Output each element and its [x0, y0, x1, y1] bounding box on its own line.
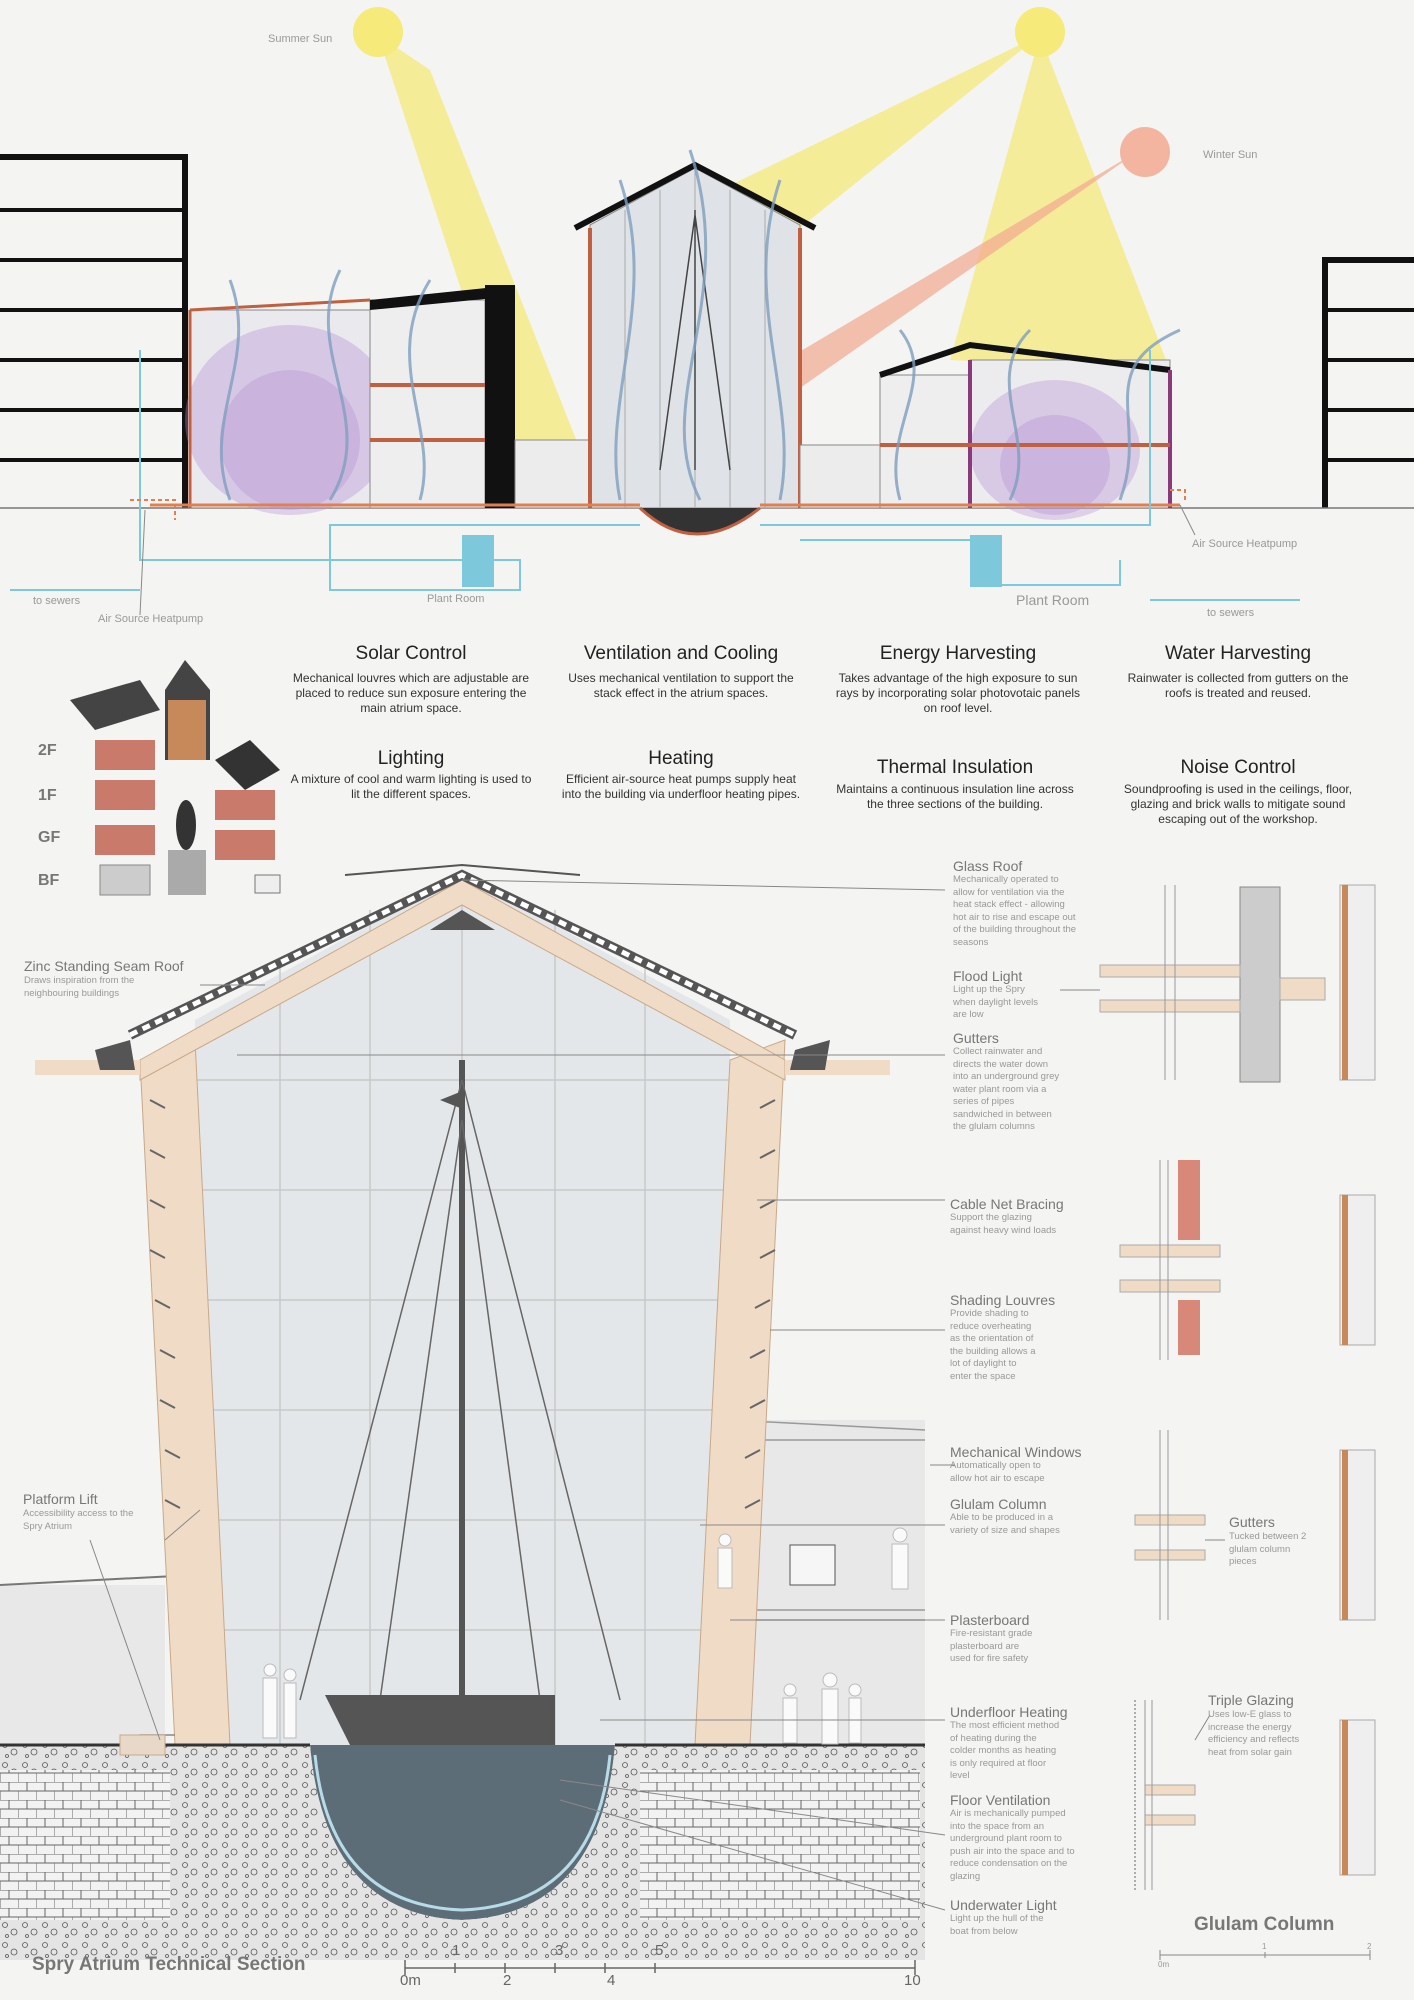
plant-tank-left — [462, 535, 494, 587]
callout-title-glass-roof: Glass Roof — [953, 858, 1023, 874]
strategy-title-water: Water Harvesting — [1164, 643, 1312, 664]
strategy-text-solar-control: Mechanical louvres which are adjustable are placed to reduce sun exposure entering the main atrium space. — [292, 671, 530, 715]
scale-label-5: 5 — [655, 1942, 664, 1959]
summer-sun-left — [353, 7, 403, 57]
callout-title-platform-lift: Platform Lift — [23, 1491, 98, 1507]
callout-text-flood-light: Light up the Spry when daylight levels are low — [953, 984, 1039, 1020]
plant-room-left-label: Plant Room — [427, 593, 485, 605]
strategy-text-thermal: Maintains a continuous insulation line across the three sections of the building. — [836, 782, 1074, 811]
site-section — [0, 7, 1414, 615]
scale-label-3: 3 — [555, 1942, 564, 1959]
callout-text-mechanical-windows: Automatically open to allow hot air to escape — [950, 1460, 1045, 1484]
callout-title-floor-ventilation: Floor Ventilation — [950, 1792, 1051, 1808]
callout-title-shading-louvres: Shading Louvres — [950, 1292, 1056, 1308]
callout-title-underfloor-heating: Underfloor Heating — [950, 1704, 1068, 1720]
callout-text-cable-net: Support the glazing against heavy wind loads — [950, 1212, 1057, 1236]
neighbour-building-left — [0, 157, 185, 508]
callout-text-underwater-light: Light up the hull of the boat from below — [950, 1913, 1044, 1937]
callout-title-mechanical-windows: Mechanical Windows — [950, 1444, 1082, 1460]
scale-label-1: 1 — [452, 1942, 461, 1959]
heatpump-left-label: Air Source Heatpump — [98, 613, 204, 625]
summer-sun-label: Summer Sun — [268, 33, 333, 45]
heatpump-right-label: Air Source Heatpump — [1192, 538, 1298, 550]
scale-bar-detail — [1160, 1950, 1370, 1960]
strategy-text-ventilation: Uses mechanical ventilation to support the stack effect in the atrium spaces. — [568, 671, 794, 700]
to-sewers-right-label: to sewers — [1207, 607, 1255, 619]
callout-title-gutters: Gutters — [953, 1030, 999, 1046]
scale-label-10: 10 — [904, 1972, 921, 1989]
plant-tank-right — [970, 535, 1002, 587]
strategy-text-water: Rainwater is collected from gutters on the roofs is treated and reused. — [1127, 671, 1349, 700]
strategy-title-thermal: Thermal Insulation — [876, 757, 1034, 778]
strategy-title-solar-control: Solar Control — [355, 643, 467, 664]
scale-label-4: 4 — [607, 1972, 616, 1989]
callout-title-underwater-light: Underwater Light — [950, 1897, 1057, 1913]
detail-scale-0: 0m — [1158, 1960, 1170, 1969]
scale-label-2: 2 — [503, 1972, 512, 1989]
strategy-text-noise: Soundproofing is used in the ceilings, floor, glazing and brick walls to mitigate sound escaping out of the workshop. — [1123, 782, 1353, 826]
callout-text-platform-lift: Accessibility access to the Spry Atrium — [23, 1508, 134, 1532]
callout-title-plasterboard: Plasterboard — [950, 1612, 1030, 1628]
neighbour-building-right — [1325, 260, 1414, 508]
scale-unit: 0m — [400, 1972, 421, 1989]
strategy-title-ventilation: Ventilation and Cooling — [583, 643, 779, 664]
callout-title-cable-net: Cable Net Bracing — [950, 1196, 1064, 1212]
callout-title-zinc-roof: Zinc Standing Seam Roof — [24, 958, 184, 974]
strategy-text-heating: Efficient air-source heat pumps supply heat into the building via underfloor heating pipes. — [561, 772, 801, 801]
callout-title-glulam-column: Glulam Column — [950, 1496, 1047, 1512]
callout-text-underfloor-heating: The most efficient method of heating during the colder months as heating is only required at floor level — [950, 1720, 1060, 1781]
strategy-text-energy: Takes advantage of the high exposure to sun rays by incorporating solar photovotaic panels on roof level. — [835, 671, 1081, 715]
callout-text-glass-roof: Mechanically operated to allow for ventilation via the heat stack effect - allowing hot air to rise and escape out of the building throughout the seasons — [953, 874, 1077, 948]
callout-text-floor-ventilation: Air is mechanically pumped into the space from an underground plant room to push air into the space and to reduce condensation on the glazing — [950, 1808, 1075, 1882]
detail-scale-1: 1 — [1262, 1942, 1267, 1951]
callout-text-gutters: Collect rainwater and directs the water down into an underground grey water plant room via a series of pipes sandwiched in between the glulam columns — [953, 1046, 1060, 1132]
plant-room-right-label: Plant Room — [1016, 592, 1090, 608]
detail-text-triple-glazing: Uses low-E glass to increase the energy efficiency and reflects heat from solar gain — [1208, 1709, 1300, 1758]
scale-bar-main — [405, 1960, 915, 1975]
detail-title-triple-glazing: Triple Glazing — [1208, 1692, 1294, 1708]
strategy-title-energy: Energy Harvesting — [879, 643, 1037, 664]
strategy-title-heating: Heating — [648, 748, 714, 769]
strategy-title-noise: Noise Control — [1180, 757, 1296, 778]
detail-scale-2: 2 — [1367, 1942, 1372, 1951]
winter-sun-label: Winter Sun — [1203, 149, 1258, 161]
callout-text-zinc-roof: Draws inspiration from the neighbouring buildings — [24, 975, 135, 999]
callout-text-shading-louvres: Provide shading to reduce overheating as the orientation of the building allows a lot of daylight to enter the space — [950, 1308, 1036, 1382]
floor-label-2f: 2F — [38, 742, 57, 759]
callout-text-plasterboard: Fire-resistant grade plasterboard are used for fire safety — [950, 1628, 1033, 1664]
right-building — [800, 345, 1170, 520]
winter-sun — [1120, 127, 1170, 177]
detail-title-gutters: Gutters — [1229, 1514, 1275, 1530]
callout-title-flood-light: Flood Light — [953, 968, 1023, 984]
floor-label-1f: 1F — [38, 787, 57, 804]
strategy-text-lighting: A mixture of cool and warm lighting is used to lit the different spaces. — [290, 772, 532, 801]
detail-title: Glulam Column — [1194, 1914, 1335, 1935]
callout-text-glulam-column: Able to be produced in a variety of size and shapes — [950, 1512, 1060, 1536]
summer-sun-right — [1015, 7, 1065, 57]
strategy-title-lighting: Lighting — [377, 748, 445, 769]
floor-label-bf: BF — [38, 872, 60, 889]
detail-text-gutters: Tucked between 2 glulam column pieces — [1229, 1531, 1307, 1567]
exploded-axonometric — [70, 660, 280, 895]
floor-label-gf: GF — [38, 829, 61, 846]
atrium-section — [0, 865, 925, 1960]
to-sewers-left-label: to sewers — [33, 595, 81, 607]
main-title: Spry Atrium Technical Section — [32, 1954, 306, 1975]
